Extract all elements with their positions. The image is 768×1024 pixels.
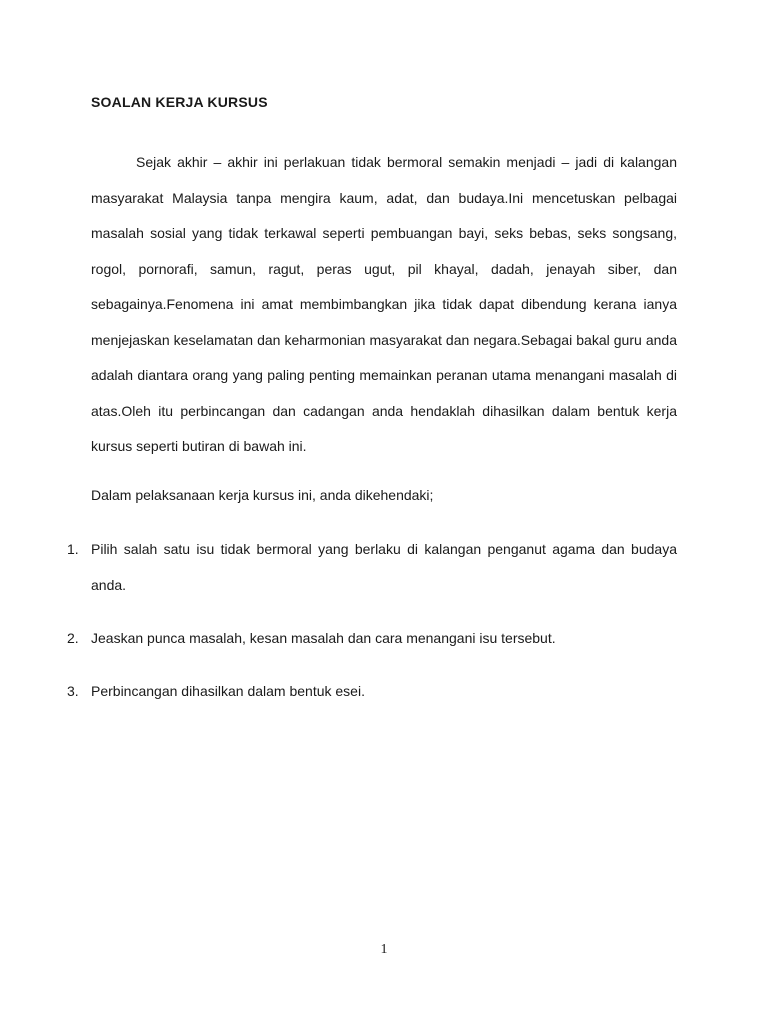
document-title: SOALAN KERJA KURSUS — [91, 94, 268, 110]
list-item-number: 2. — [67, 630, 79, 646]
list-item-number: 1. — [67, 541, 79, 557]
list-item-text: Perbincangan dihasilkan dalam bentuk esei. — [91, 683, 365, 699]
list-item-text: Pilih salah satu isu tidak bermoral yang berlaku di kalangan penganut agama dan budaya anda. — [91, 541, 677, 593]
body-paragraph: Sejak akhir – akhir ini perlakuan tidak bermoral semakin menjadi – jadi di kalangan masyarakat Malaysia tanpa mengira kaum, adat, dan budaya.Ini mencetuskan pelbagai masalah sosial yang tidak terkawal seperti pembuangan bayi, seks bebas, seks songsang, rogol, pornorafi, samun, ragut, peras ugut, pil khayal, dadah, jenayah siber, dan sebagainya.Fenomena ini amat membimbangkan jika tidak dapat dibendung kerana ianya menjejaskan keselamatan dan keharmonian masyarakat dan negara.Sebagai bakal guru anda adalah diantara orang yang paling penting memainkan peranan utama menangani masalah di atas.Oleh itu perbincangan dan cadangan anda hendaklah dihasilkan dalam bentuk kerja kursus seperti butiran di bawah ini. — [91, 154, 677, 454]
instructions-intro: Dalam pelaksanaan kerja kursus ini, anda dikehendaki; — [91, 487, 434, 503]
list-item-text: Jeaskan punca masalah, kesan masalah dan cara menangani isu tersebut. — [91, 630, 556, 646]
page-number: 1 — [380, 942, 388, 957]
list-item-number: 3. — [67, 683, 79, 699]
